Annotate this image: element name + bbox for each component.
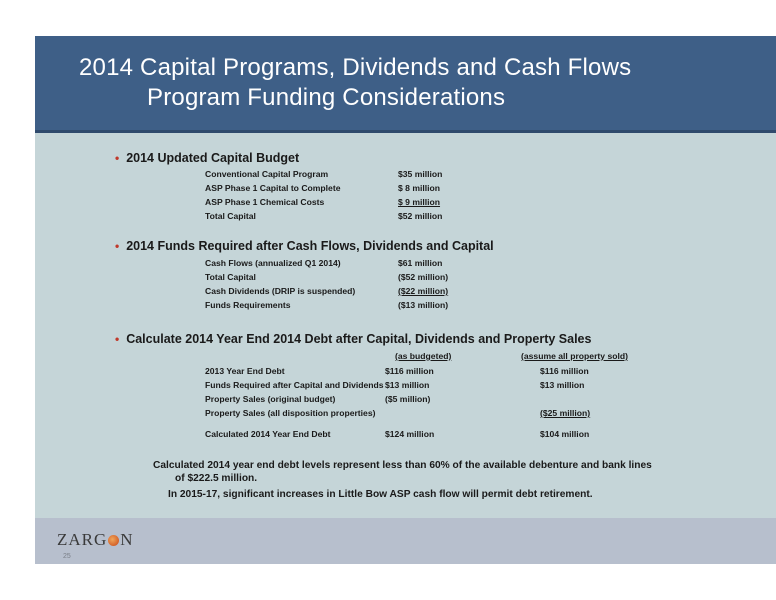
footer-band <box>35 518 776 564</box>
section-heading-text: 2014 Funds Required after Cash Flows, Dividends and Capital <box>126 239 494 253</box>
row-label: Calculated 2014 Year End Debt <box>205 429 331 439</box>
section-heading-text: Calculate 2014 Year End 2014 Debt after Capital, Dividends and Property Sales <box>126 332 592 346</box>
row-value-budgeted: $116 million <box>385 366 434 376</box>
row-value-all-sold: $116 million <box>540 366 589 376</box>
row-label: Property Sales (original budget) <box>205 394 336 404</box>
title-divider <box>35 130 776 133</box>
row-value: $35 million <box>398 169 443 179</box>
row-value-all-sold: ($25 million) <box>540 408 591 418</box>
slide-title: 2014 Capital Programs, Dividends and Cash Flows <box>79 54 632 81</box>
note-debt-levels-cont: of $222.5 million. <box>175 473 258 484</box>
row-label: Total Capital <box>205 272 256 282</box>
row-label: Total Capital <box>205 211 256 221</box>
row-value: $ 9 million <box>398 197 441 207</box>
row-label: 2013 Year End Debt <box>205 366 285 376</box>
column-header-budgeted: (as budgeted) <box>395 351 452 361</box>
logo-o-icon <box>108 535 119 546</box>
row-value: ($52 million) <box>398 272 449 282</box>
section-heading-capital-budget <box>115 151 299 165</box>
column-header-all-sold: (assume all property sold) <box>521 351 628 361</box>
row-label: Cash Flows (annualized Q1 2014) <box>205 258 341 268</box>
slide-subtitle: Program Funding Considerations <box>147 84 506 111</box>
row-label: Funds Required after Capital and Dividends <box>205 380 384 390</box>
row-value: ($13 million) <box>398 300 449 310</box>
zargon-logo <box>57 530 134 550</box>
row-value-budgeted: $124 million <box>385 429 435 439</box>
slide <box>35 36 776 564</box>
note-debt-levels: Calculated 2014 year end debt levels represent less than 60% of the available debenture and bank lines <box>153 460 652 471</box>
row-label: Funds Requirements <box>205 300 291 310</box>
logo-text-start: ZARG <box>57 530 108 549</box>
row-value-budgeted: $13 million <box>385 380 430 390</box>
note-debt-retirement: In 2015-17, significant increases in Little Bow ASP cash flow will permit debt retirement. <box>168 489 593 500</box>
section-heading-funds-required <box>115 239 494 253</box>
row-value-all-sold: $13 million <box>540 380 585 390</box>
title-banner <box>35 36 776 130</box>
row-value: $ 8 million <box>398 183 441 193</box>
logo-text-end: N <box>120 530 134 549</box>
row-value: $61 million <box>398 258 443 268</box>
row-value: ($22 million) <box>398 286 449 296</box>
bullet-icon: • <box>115 332 120 346</box>
bullet-icon: • <box>115 151 120 165</box>
row-label: Conventional Capital Program <box>205 169 329 179</box>
row-value: $52 million <box>398 211 443 221</box>
section-heading-year-end-debt <box>115 332 591 346</box>
page-number: 25 <box>63 553 71 560</box>
bullet-icon: • <box>115 239 120 253</box>
row-value-budgeted: ($5 million) <box>385 394 431 404</box>
row-label: Property Sales (all disposition properties) <box>205 408 376 418</box>
row-label: ASP Phase 1 Chemical Costs <box>205 197 325 207</box>
row-value-all-sold: $104 million <box>540 429 590 439</box>
row-label: Cash Dividends (DRIP is suspended) <box>205 286 356 296</box>
row-label: ASP Phase 1 Capital to Complete <box>205 183 341 193</box>
section-heading-text: 2014 Updated Capital Budget <box>126 151 300 165</box>
